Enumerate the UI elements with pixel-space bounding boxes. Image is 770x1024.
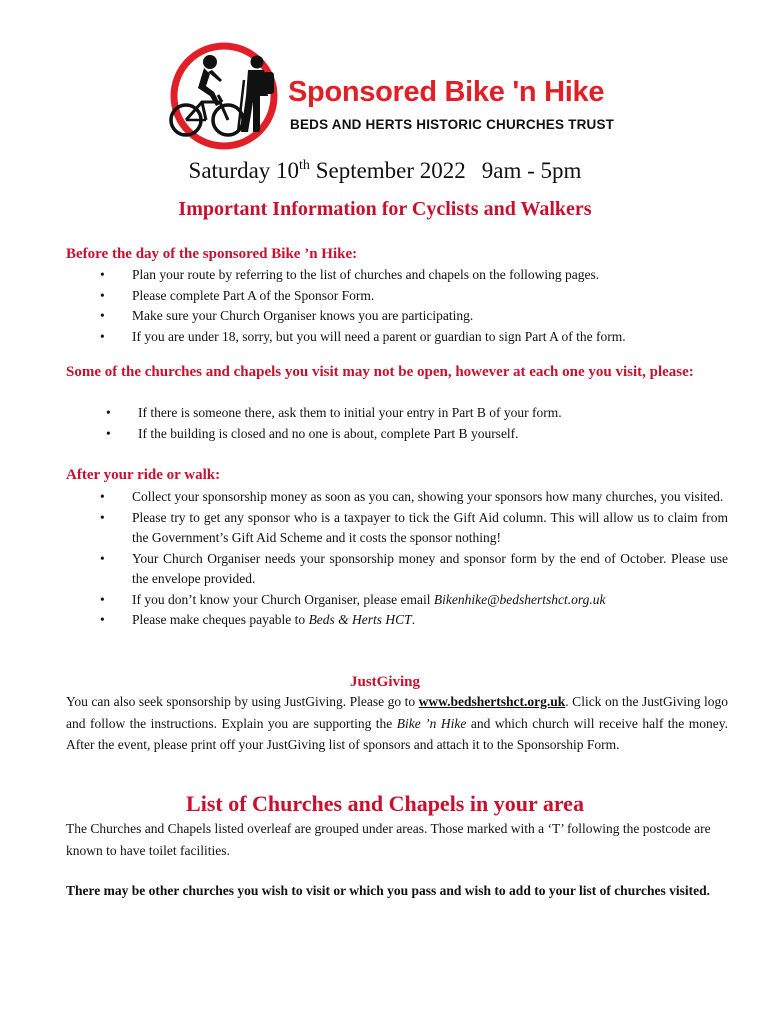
website-link[interactable]: www.bedshertshct.org.uk: [418, 694, 566, 709]
event-date: [0, 158, 770, 184]
event-time: 9am - 5pm: [481, 158, 582, 183]
visit-heading: Some of the churches and chapels you visit may not be open, however at each one you visit, please:: [66, 364, 694, 380]
logo: [160, 40, 640, 152]
after-heading: After your ride or walk:: [66, 467, 221, 483]
before-heading: Before the day of the sponsored Bike ’n Hike:: [66, 246, 358, 262]
email-prefix: If you don’t know your Church Organiser, please email: [132, 591, 434, 607]
list-item: • Collect your sponsorship money as soon as you can, showing your sponsors how many churches, you visited.: [100, 487, 728, 508]
list-item: • If the building is closed and no one is about, complete Part B yourself.: [106, 424, 730, 445]
list-item: • Please complete Part A of the Sponsor Form.: [100, 286, 730, 307]
cheque-prefix: Please make cheques payable to: [132, 612, 309, 627]
page-subtitle: Important Information for Cyclists and Walkers: [178, 198, 592, 220]
list-item: • If there is someone there, ask them to initial your entry in Part B of your form.: [106, 403, 730, 424]
churches-paragraph: The Churches and Chapels listed overleaf are grouped under areas. Those marked with a ‘T’ following the postcode are known to have toilet facilities.: [66, 821, 711, 858]
organiser-email-link[interactable]: Bikenhike@bedshertshct.org.uk: [433, 591, 606, 607]
justgiving-text-2: . Click on the JustGiving logo and follow the instructions. Explain you are supporting the: [66, 694, 728, 731]
list-item: • Plan your route by referring to the list of churches and chapels on the following pages.: [100, 265, 730, 286]
justgiving-paragraph: [66, 691, 728, 756]
visit-list: [106, 403, 730, 444]
event-date-prefix: Saturday 10: [188, 158, 300, 183]
cyclist-and-hiker-circle-icon: [160, 40, 290, 152]
churches-note: There may be other churches you wish to visit or which you pass and wish to add to your list of churches visited.: [66, 883, 710, 898]
logo-subtitle: BEDS AND HERTS HISTORIC CHURCHES TRUST: [290, 117, 615, 132]
list-item: • Your Church Organiser needs your sponsorship money and sponsor form by the end of October. Please use the envelope provided.: [100, 549, 728, 590]
list-item: • If you are under 18, sorry, but you will need a parent or guardian to sign Part A of the form.: [100, 327, 730, 348]
logo-title: Sponsored Bike 'n Hike: [288, 76, 605, 108]
event-date-ordinal: th: [299, 158, 310, 173]
churches-heading: List of Churches and Chapels in your area: [186, 791, 584, 816]
event-name: Bike ’n Hike: [396, 715, 467, 731]
cheque-suffix: .: [411, 612, 416, 627]
list-item: • Make sure your Church Organiser knows you are participating.: [100, 306, 730, 327]
list-item: [100, 610, 728, 631]
justgiving-text-1: You can also seek sponsorship by using JustGiving. Please go to: [66, 694, 419, 709]
before-list: [100, 265, 730, 347]
list-item: • Please try to get any sponsor who is a taxpayer to tick the Gift Aid column. This will allow us to claim from the Government’s Gift Aid Scheme and it costs the sponsor nothing!: [100, 508, 728, 549]
list-item: [100, 590, 728, 611]
cheque-payee: Beds & Herts HCT: [308, 612, 412, 627]
justgiving-heading: JustGiving: [349, 674, 421, 690]
event-date-suffix: September 2022: [309, 158, 466, 183]
after-list: [100, 487, 728, 631]
justgiving-text-3: and which church will receive half the money. After the event, please print off your JustGiving list of sponsors and attach it to the Sponsorship Form.: [66, 715, 728, 752]
